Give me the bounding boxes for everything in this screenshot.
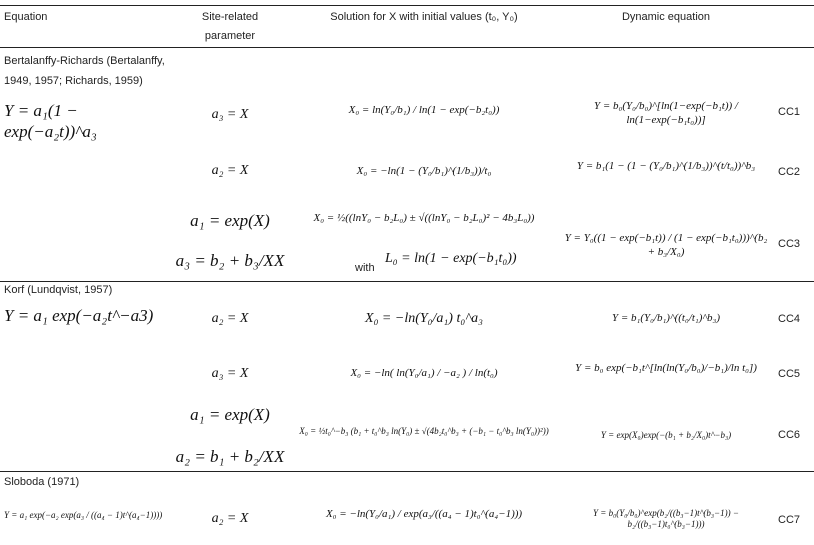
header-rule [0, 47, 814, 48]
group-name: 1949, 1957; Richards, 1959) [4, 75, 143, 87]
equation-code: CC6 [778, 429, 801, 441]
base-equation: Y = a₁ exp(−a₂t^−a3) [4, 306, 154, 325]
solution: X₀ = −ln( ln(Y₀/a₁) / −a₂ ) / ln(t₀) [350, 367, 498, 379]
equation-code: CC1 [778, 106, 801, 118]
solution: X₀ = ½t₀^−b₃ (b₁ + t₀^b₃ ln(Y₀) ± √(4b₂t₀^b₃ + (−b₁ − t₀^b₃ ln(Y₀))²)) [299, 426, 549, 436]
site-param: a₃ = X [211, 107, 249, 122]
dynamic-equation: Y = b₀(Y₀/b₀)^[ln(1−exp(−b₁t)) / ln(1−exp(−b₁t₀))] [594, 100, 738, 126]
site-param: a₃ = X [211, 366, 249, 381]
site-param: a₂ = X [211, 163, 249, 178]
header-dynamic: Dynamic equation [621, 11, 711, 23]
base-equation: Y = a₁ exp(−a₂ exp(a₃ / ((a₄ − 1)t^(a₄−1)))) [4, 510, 163, 520]
dynamic-equation: Y = b₁(1 − (1 − (Y₀/b₁)^(1/b₃))^(t/t₀))^b₃ [576, 160, 756, 172]
group-name: Sloboda (1971) [4, 476, 80, 488]
header-site-param-2: parameter [204, 30, 256, 42]
group-rule [0, 471, 814, 472]
base-equation: Y = a₁(1 − exp(−a₂t))^a₃ [4, 101, 97, 142]
site-param: a₁ = exp(X) [190, 211, 270, 230]
solution-with: with [355, 262, 375, 274]
dynamic-equation: Y = b₀(Y₀/b₀)^exp(b₂/((b₃−1)t^(b₃−1)) − b₂/((b₃−1)t₀^(b₃−1))) [593, 508, 739, 530]
solution: X₀ = ln(Y₀/b₁) / ln(1 − exp(−b₂t₀)) [348, 104, 500, 116]
equation-code: CC7 [778, 514, 801, 526]
solution: X₀ = −ln(1 − (Y₀/b₁)^(1/b₃))/t₀ [356, 165, 492, 177]
equation-code: CC5 [778, 368, 801, 380]
solution: X₀ = −ln(Y₀/a₁) / exp(a₃/((a₄ − 1)t₀^(a₄−1))) [325, 508, 523, 520]
dynamic-equation: Y = b₁(Y₀/b₁)^((t₀/t₁)^b₃) [611, 312, 721, 324]
site-param: a₂ = b₁ + b₂/XX [175, 447, 285, 466]
site-param: a₂ = X [211, 511, 249, 526]
site-param: a₂ = X [211, 311, 249, 326]
group-rule [0, 281, 814, 282]
dynamic-equation: Y = Y₀((1 − exp(−b₁t)) / (1 − exp(−b₁t₀)))^(b₂ + b₃/X₀) [564, 232, 768, 258]
equation-code: CC3 [778, 238, 801, 250]
header-site-param-1: Site-related [201, 11, 259, 23]
solution: X₀ = −ln(Y₀/a₁) t₀^a₃ [365, 311, 483, 326]
top-rule [0, 5, 814, 6]
equation-code: CC4 [778, 313, 801, 325]
equation-code: CC2 [778, 166, 801, 178]
header-equation: Equation [4, 11, 48, 23]
solution-l0: L₀ = ln(1 − exp(−b₁t₀)) [385, 251, 517, 266]
group-name: Bertalanffy-Richards (Bertalanffy, [4, 55, 165, 67]
header-solution: Solution for X with initial values (t₀, Y₀) [330, 11, 518, 23]
solution: X₀ = ½((lnY₀ − b₂L₀) ± √((lnY₀ − b₂L₀)² − 4b₃L₀)) [313, 212, 535, 224]
dynamic-equation: Y = exp(X₀)exp(−(b₁ + b₂/X₀)t^−b₃) [600, 430, 732, 440]
group-name: Korf (Lundqvist, 1957) [4, 284, 113, 296]
dynamic-equation: Y = b₀ exp(−b₁t^[ln(ln(Y₀/b₀)/−b₁)/ln t₀]) [575, 362, 757, 374]
site-param: a₃ = b₂ + b₃/XX [175, 251, 285, 270]
site-param: a₁ = exp(X) [190, 405, 270, 424]
